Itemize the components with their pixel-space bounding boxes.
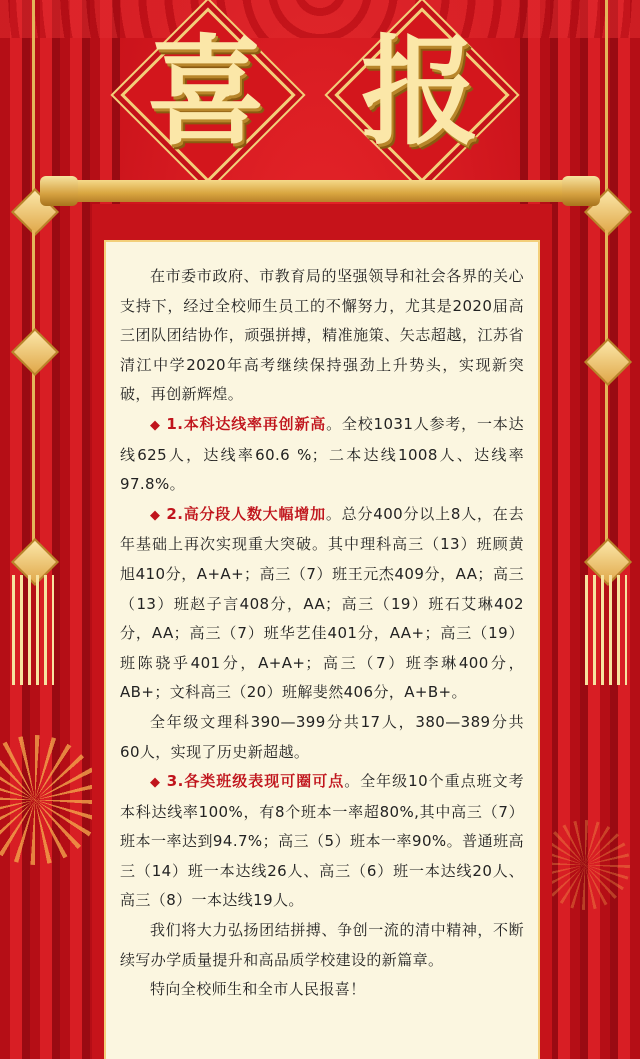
section-heading: 3.各类班级表现可圈可点	[166, 772, 345, 791]
tassel-cord	[32, 230, 35, 550]
tassel-fringe	[585, 575, 627, 685]
tassel-cord	[605, 230, 608, 550]
closing-greeting: 特向全校师生和全市人民报喜！	[150, 980, 366, 999]
title-char-xi: 喜	[146, 22, 265, 161]
diamond-bullet-icon: ◆	[150, 507, 161, 523]
title-char-bao: 报	[360, 22, 479, 161]
scroll-rod	[44, 180, 596, 202]
section-text: 全年级文理科390—399分共17人，380—389分共60人，实现了历史新超越。	[120, 712, 524, 761]
closing-paragraph: 我们将大力弘扬团结拼搏、争创一流的清中精神，不断续写办学质量提升和高品质学校建设的新篇章。	[120, 921, 524, 969]
section-heading: 2.高分段人数大幅增加	[166, 504, 326, 523]
section-text: 。全年级10个重点班文考本科达线率100%，有8个班本一率超80%,其中高三（7）班本一率达到94.7%；高三（5）班本一率90%。普通班高三（14）班一本达线26人、高三（6）班一本达线20人、高三（8）一本达线19人。	[120, 772, 525, 910]
curtain-valance	[0, 0, 640, 38]
scroll-rod-end	[40, 176, 78, 206]
announcement-body	[120, 262, 524, 1005]
firework-decoration-small	[540, 820, 630, 910]
tassel-cord	[605, 0, 608, 200]
diamond-bullet-icon: ◆	[150, 417, 161, 433]
section-text: 。总分400分以上8人，在去年基础上再次实现重大突破。其中理科高三（13）班顾黄旭410分，A+A+；高三（7）班王元杰409分，AA；高三（13）班赵子言408分，AA；高三（19）班石艾琳402分，AA；高三（7）班华艺佳401分，AA+；高三（19）班陈骁乎401分，A+A+；高三（7）班李琳400分，AB+；文科高三（20）班解斐然406分，A+B+。	[120, 504, 524, 702]
tassel-fringe	[12, 575, 54, 685]
intro-paragraph: 在市委市政府、市教育局的坚强领导和社会各界的关心支持下，经过全校师生员工的不懈努力，尤其是2020届高三团队团结协作，顽强拼搏，精准施策、矢志超越，江苏省清江中学2020年高考继续保持强劲上升势头，实现新突破，再创新辉煌。	[120, 267, 524, 404]
score-range-paragraph	[120, 708, 524, 767]
section-1	[120, 410, 524, 500]
diamond-bullet-icon: ◆	[150, 775, 161, 791]
scroll-rod-end	[562, 176, 600, 206]
tassel-cord	[32, 0, 35, 200]
section-text: 。全校1031人参考，一本达线625人，达线率60.6 %；二本达线1008人、达线率97.8%。	[120, 414, 524, 494]
section-2	[120, 500, 524, 708]
section-heading: 1.本科达线率再创新高	[166, 414, 327, 433]
section-3	[120, 767, 524, 916]
